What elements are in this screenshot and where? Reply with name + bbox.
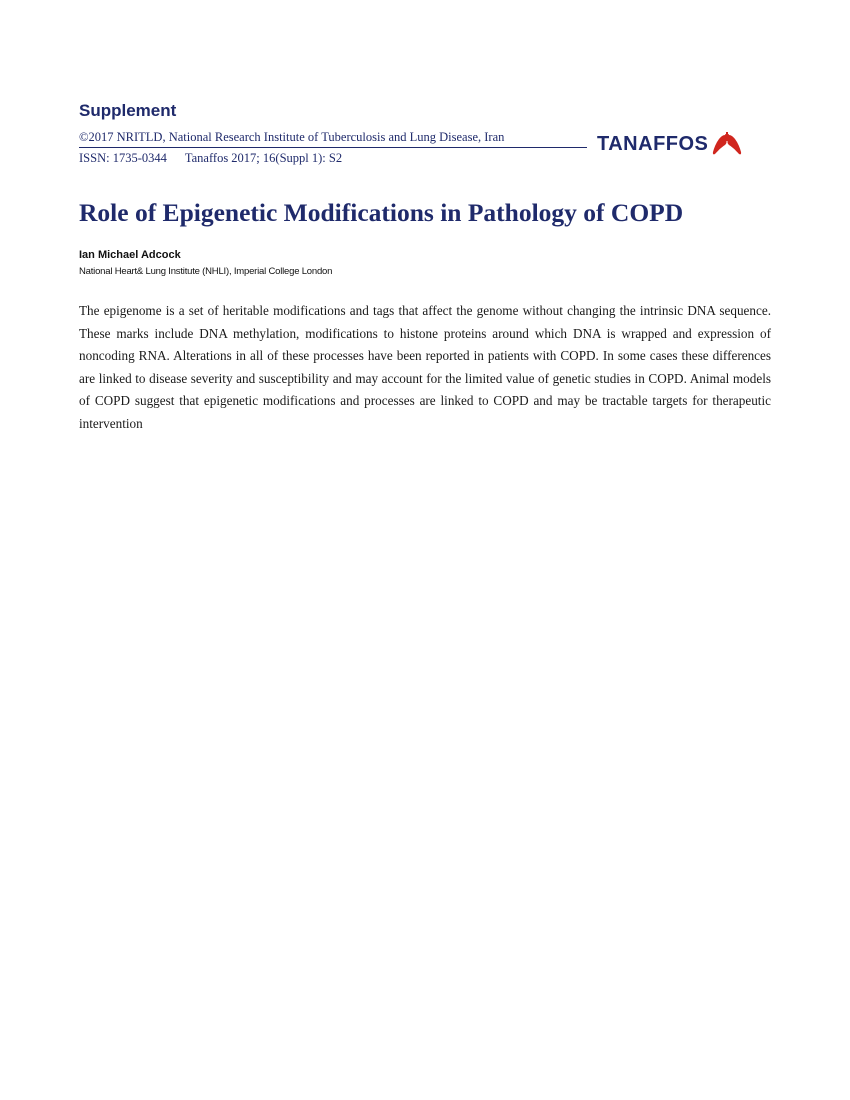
abstract-paragraph: The epigenome is a set of heritable modifications and tags that affect the genome without changing the intrinsic DNA sequence. These marks include DNA methylation, modifications to histone proteins around which DNA is wrapped and expression of noncoding RNA. Alterations in all of these processes have been reported in patients with COPD. In some cases these differences are linked to disease severity and susceptibility and may account for the limited value of genetic studies in COPD. Animal models of COPD suggest that epigenetic modifications and processes are linked to COPD and may be tractable targets for therapeutic intervention — [79, 303, 771, 431]
issn-text: ISSN: 1735-0344 — [79, 151, 167, 165]
copyright-line: ©2017 NRITLD, National Research Institute of Tuberculosis and Lung Disease, Iran — [79, 130, 505, 144]
journal-logo — [597, 132, 742, 156]
author-affiliation: National Heart& Lung Institute (NHLI), Imperial College London — [79, 266, 333, 277]
article-title: Role of Epigenetic Modifications in Pathology of COPD — [79, 198, 684, 227]
journal-info-line — [79, 151, 342, 166]
logo-text: TANAFFOS — [597, 132, 709, 155]
author-name: Ian Michael Adcock — [79, 249, 181, 261]
citation-text: Tanaffos 2017; 16(Suppl 1): S2 — [184, 151, 343, 165]
lungs-icon — [712, 132, 742, 156]
header-divider — [79, 147, 587, 148]
section-label: Supplement — [79, 101, 177, 120]
